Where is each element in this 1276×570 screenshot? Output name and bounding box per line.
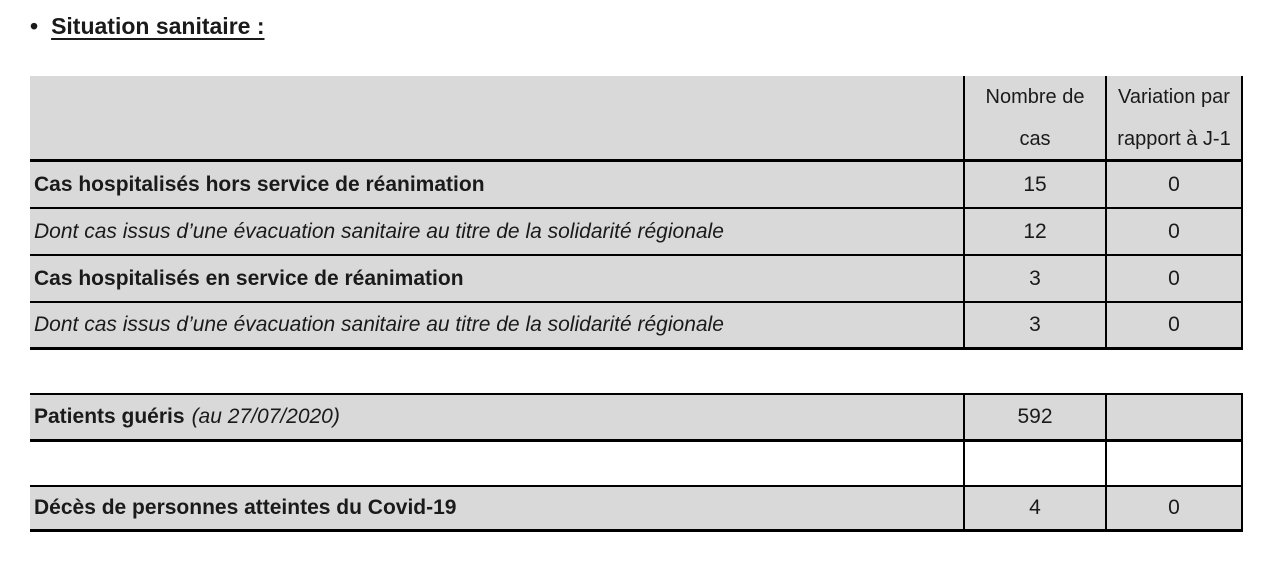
row-variation-value: 0 (1107, 303, 1243, 347)
outcome-stats-table (30, 393, 1243, 532)
row-cases-value: 3 (965, 303, 1107, 347)
table-row-hospitalises-hors-reanimation (30, 162, 1243, 209)
table-row-patients-gueris (30, 395, 1243, 442)
row-label: Décès de personnes atteintes du Covid-19 (30, 487, 965, 529)
section-title (30, 13, 265, 40)
health-stats-table (30, 76, 1243, 350)
row-variation-value: 0 (1107, 209, 1243, 254)
table-row-hospitalises-reanimation (30, 256, 1243, 303)
row-cases-value: 15 (965, 162, 1107, 207)
table-row-empty (30, 442, 1243, 487)
row-cases-value: 592 (965, 395, 1107, 439)
row-cases-value (965, 442, 1107, 485)
row-cases-value: 12 (965, 209, 1107, 254)
row-label: Dont cas issus d’une évacuation sanitaire au titre de la solidarité régionale (30, 209, 965, 254)
row-label: Cas hospitalisés hors service de réanimation (30, 162, 965, 207)
row-label-date: (au 27/07/2020) (191, 405, 340, 428)
row-label (30, 395, 965, 439)
header-nombre-de-cas: Nombre de cas (965, 76, 1107, 159)
row-label-main: Patients guéris (34, 405, 185, 428)
table-row-deces-covid19 (30, 487, 1243, 532)
row-cases-value: 4 (965, 487, 1107, 529)
row-variation-value: 0 (1107, 162, 1243, 207)
row-variation-value: 0 (1107, 256, 1243, 301)
section-title-text: Situation sanitaire : (51, 13, 265, 39)
table-row-evasan-reanimation (30, 303, 1243, 350)
row-variation-value (1107, 395, 1243, 439)
row-variation-value: 0 (1107, 487, 1243, 529)
row-cases-value: 3 (965, 256, 1107, 301)
row-label (30, 442, 965, 485)
table-header-row (30, 76, 1243, 162)
table-row-evasan-hors-reanimation (30, 209, 1243, 256)
row-label: Dont cas issus d’une évacuation sanitaire au titre de la solidarité régionale (30, 303, 965, 347)
header-empty-cell (30, 76, 965, 159)
bullet-point: • (30, 13, 39, 39)
row-label: Cas hospitalisés en service de réanimation (30, 256, 965, 301)
row-variation-value (1107, 442, 1243, 485)
header-variation-j1: Variation par rapport à J-1 (1107, 76, 1243, 159)
